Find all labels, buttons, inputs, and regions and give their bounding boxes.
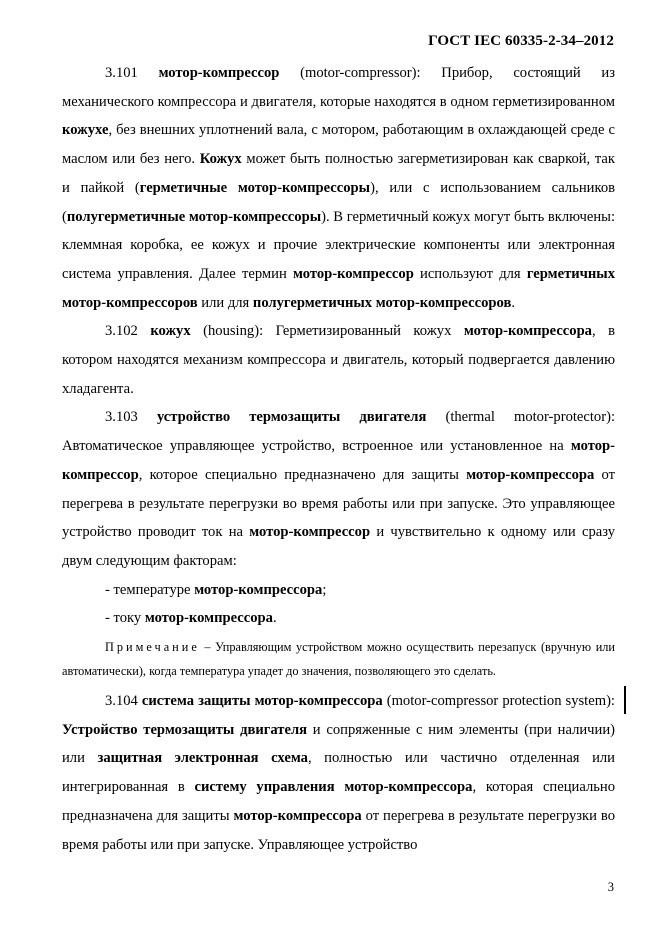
defined-term: система защиты мотор-компрессора <box>141 693 383 710</box>
list-item-text: . <box>272 610 277 627</box>
defined-term: устройство термозащиты двигателя <box>156 409 427 426</box>
clause-text: ), или с использованием сальников ( <box>62 179 616 225</box>
clause-3-104 <box>62 687 615 859</box>
note-label: Примечание <box>105 640 200 655</box>
term-reference: полугерметичные мотор-компрессоры <box>66 208 322 225</box>
note <box>62 635 615 683</box>
term-reference: мотор-компрессора <box>194 581 323 598</box>
clause-text: от перегрева в результате перегрузки во время работы или при запуске. Это управляющее устройство проводит ток на <box>62 466 615 541</box>
term-reference: мотор-компрессора <box>463 323 592 340</box>
standard-header: ГОСТ IEC 60335-2-34–2012 <box>428 33 614 49</box>
term-reference: мотор-компрессора <box>466 466 595 483</box>
clause-number: 3.101 <box>105 65 138 81</box>
clause-text: (motor-compressor): Прибор, состоящий из механического компрессора и двигателя, которые находятся в одном герметизированном <box>62 65 615 110</box>
term-reference: кожухе <box>62 122 109 139</box>
clause-text: (housing): Герметизированный кожух <box>190 323 464 340</box>
term-reference: герметичных мотор-компрессоров <box>62 265 615 311</box>
clause-3-102 <box>62 317 615 403</box>
term-reference: защитная электронная схема <box>97 750 308 767</box>
defined-term: кожух <box>150 323 191 340</box>
list-item-current <box>62 604 615 633</box>
clause-number: 3.104 <box>105 693 138 710</box>
clause-text: , без внешних уплотнений вала, с мотором, работающим в охлаждающей среде с маслом или без него. <box>62 122 615 168</box>
document-body <box>62 59 615 859</box>
clause-3-103 <box>62 403 615 575</box>
clause-3-101 <box>62 59 615 317</box>
term-reference: Кожух <box>199 151 242 168</box>
term-reference: полугерметичных мотор-компрессоров <box>252 294 512 311</box>
list-item-temperature <box>62 576 615 605</box>
clause-number: 3.103 <box>105 409 138 426</box>
page-number: 3 <box>607 880 614 894</box>
clause-text: от перегрева в результате перегрузки во время работы или при запуске. Управляющее устройство <box>62 807 616 853</box>
term-reference: мотор-компрессора <box>233 807 362 824</box>
list-item-text: - току <box>105 610 145 627</box>
clause-text: (motor-compressor protection system): <box>382 693 615 710</box>
clause-text: и сопряженные с ним элементы (при наличии) или <box>62 721 615 767</box>
revision-change-bar <box>624 686 626 714</box>
term-reference: систему управления мотор-компрессора <box>194 779 473 796</box>
term-reference: герметичные мотор-компрессоры <box>139 179 371 196</box>
term-reference: мотор-компрессор <box>62 438 615 483</box>
clause-text: . <box>511 294 515 311</box>
clause-text: , которая специально предназначена для защиты <box>62 779 615 824</box>
clause-text: , которое специально предназначено для защиты <box>138 466 467 483</box>
term-reference: мотор-компрессор <box>292 265 414 282</box>
note-text: – Управляющим устройством можно осуществить перезапуск (вручную или автоматически), когда температура упадет до значения, позволяющего это сделать. <box>62 640 615 679</box>
clause-text: , в котором находятся механизм компрессора и двигатель, который подвергается давлению хладагента. <box>62 323 615 397</box>
clause-number: 3.102 <box>105 323 138 340</box>
list-item-text: ; <box>322 581 327 598</box>
term-reference: мотор-компрессор <box>249 524 371 541</box>
clause-text: используют для <box>413 265 527 282</box>
list-item-text: - температуре <box>105 581 195 598</box>
clause-text: , полностью или частично отделенная или интегрированная в <box>62 750 615 796</box>
term-reference: мотор-компрессора <box>144 610 273 627</box>
clause-text: ). В герметичный кожух могут быть включены: клеммная коробка, ее кожух и прочие электрические компоненты или электронная система управления. Далее термин <box>62 208 616 282</box>
defined-term: мотор-компрессор <box>158 65 280 81</box>
clause-text: или для <box>197 294 253 311</box>
clause-text: (thermal motor-protector): Автоматическое управляющее устройство, встроенное или установленное на <box>62 409 615 455</box>
term-reference: Устройство термозащиты двигателя <box>62 721 308 738</box>
clause-text: и чувствительно к одному или сразу двум следующим факторам: <box>62 524 615 569</box>
clause-text: может быть полностью загерметизирован как сваркой, так и пайкой ( <box>62 151 615 196</box>
